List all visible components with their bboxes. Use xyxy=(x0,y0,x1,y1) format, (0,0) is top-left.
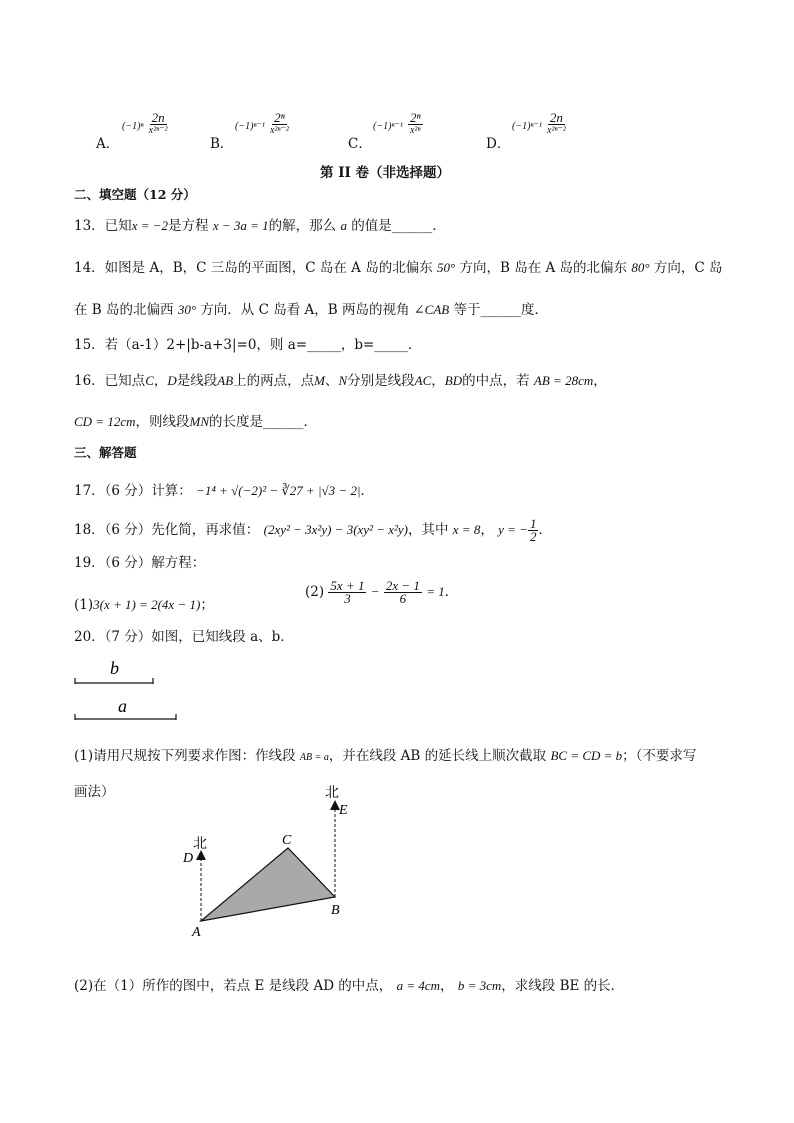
option-b-expr: (−1)ⁿ⁻¹ $\frac{\text{2ⁿ}}{\text{x²ⁿ⁻²}}$ xyxy=(235,110,289,136)
option-d-label: D． xyxy=(486,136,511,152)
option-b-label: B． xyxy=(210,136,234,152)
point-d-label: D xyxy=(183,851,194,866)
question-14-line1: 14．如图是 A，B，C 三岛的平面图，C 岛在 A 岛的北偏东 50° 方向，B 岛在 A 岛的北偏东 80° 方向，C 岛 xyxy=(74,260,723,276)
option-a-expr: (−1)ⁿ $\frac{2n}{\text{x²ⁿ⁻²}}$ xyxy=(122,110,168,136)
option-c-label: C． xyxy=(348,136,372,152)
question-16-line1: 16．已知点C，D是线段AB上的两点，点M、N分别是线段AC，BD的中点，若 AB = 28cm， xyxy=(74,373,607,389)
north-label-a: 北 xyxy=(193,837,207,852)
point-c-label: C xyxy=(282,833,292,848)
section-solve-title: 三、解答题 xyxy=(74,445,137,460)
option-d-expr: (−1)ⁿ⁻¹ $\frac{2n}{\text{x²ⁿ⁻²}}$ xyxy=(512,110,566,136)
question-13: 13．已知x = −2是方程 x − 3a = 1的解，那么 a 的值是______． xyxy=(74,218,446,234)
question-17: 17．（6 分）计算： −1⁴ + √(−2)² − ∛27 + |√3 − 2|． xyxy=(74,483,375,499)
option-a-label: A． xyxy=(96,136,120,152)
question-14-line2: 在 B 岛的北偏西 30° 方向．从 C 岛看 A，B 两岛的视角 ∠CAB 等于______度． xyxy=(74,302,549,318)
islands-figure xyxy=(175,782,365,942)
question-19-part2: (2) $\frac{5x + 1}{3}$ − $\frac{2x - 1}{6}$ = 1． xyxy=(305,578,459,606)
point-e-label: E xyxy=(339,803,348,818)
segment-b xyxy=(75,678,153,684)
segments-figure xyxy=(70,652,190,724)
question-16-line2: CD = 12cm，则线段MN的长度是______． xyxy=(74,414,317,430)
north-label-b: 北 xyxy=(325,786,339,801)
question-20-part1: (1)请用尺规按下列要求作图：作线段 AB = a，并在线段 AB 的延长线上顺次截取 BC = CD = b；（不要求写 xyxy=(74,748,697,764)
part2-title: 第 II 卷（非选择题） xyxy=(320,165,451,181)
segment-a-label: a xyxy=(118,696,127,716)
point-a-label: A xyxy=(192,925,201,940)
segment-b-label: b xyxy=(110,658,119,678)
question-20-part1-cont: 画法） xyxy=(74,784,115,800)
point-b-label: B xyxy=(331,903,340,918)
triangle-abc xyxy=(201,848,335,921)
question-19-part1: (1)3(x + 1) = 2(4x − 1)； xyxy=(74,597,214,613)
question-18: 18．（6 分）先化简，再求值： (2xy² − 3x²y) − 3(xy² − x²y)，其中 x = 8， y = − $\frac{1}{2}$ ． xyxy=(74,516,552,544)
option-c-expr: (−1)ⁿ⁻¹ $\frac{\text{2ⁿ}}{\text{x²ⁿ}}$ xyxy=(373,110,421,136)
section-fill-blank-title: 二、填空题（12 分） xyxy=(74,187,196,202)
question-15: 15．若（a-1）2+|b-a+3|=0，则 a=_____，b=_____． xyxy=(74,337,422,353)
question-19: 19．（6 分）解方程： xyxy=(74,555,206,571)
question-20-part2: (2)在（1）所作的图中，若点 E 是线段 AD 的中点， a = 4cm， b = 3cm，求线段 BE 的长． xyxy=(74,978,625,994)
question-20: 20．（7 分）如图，已知线段 a、b． xyxy=(74,629,294,645)
